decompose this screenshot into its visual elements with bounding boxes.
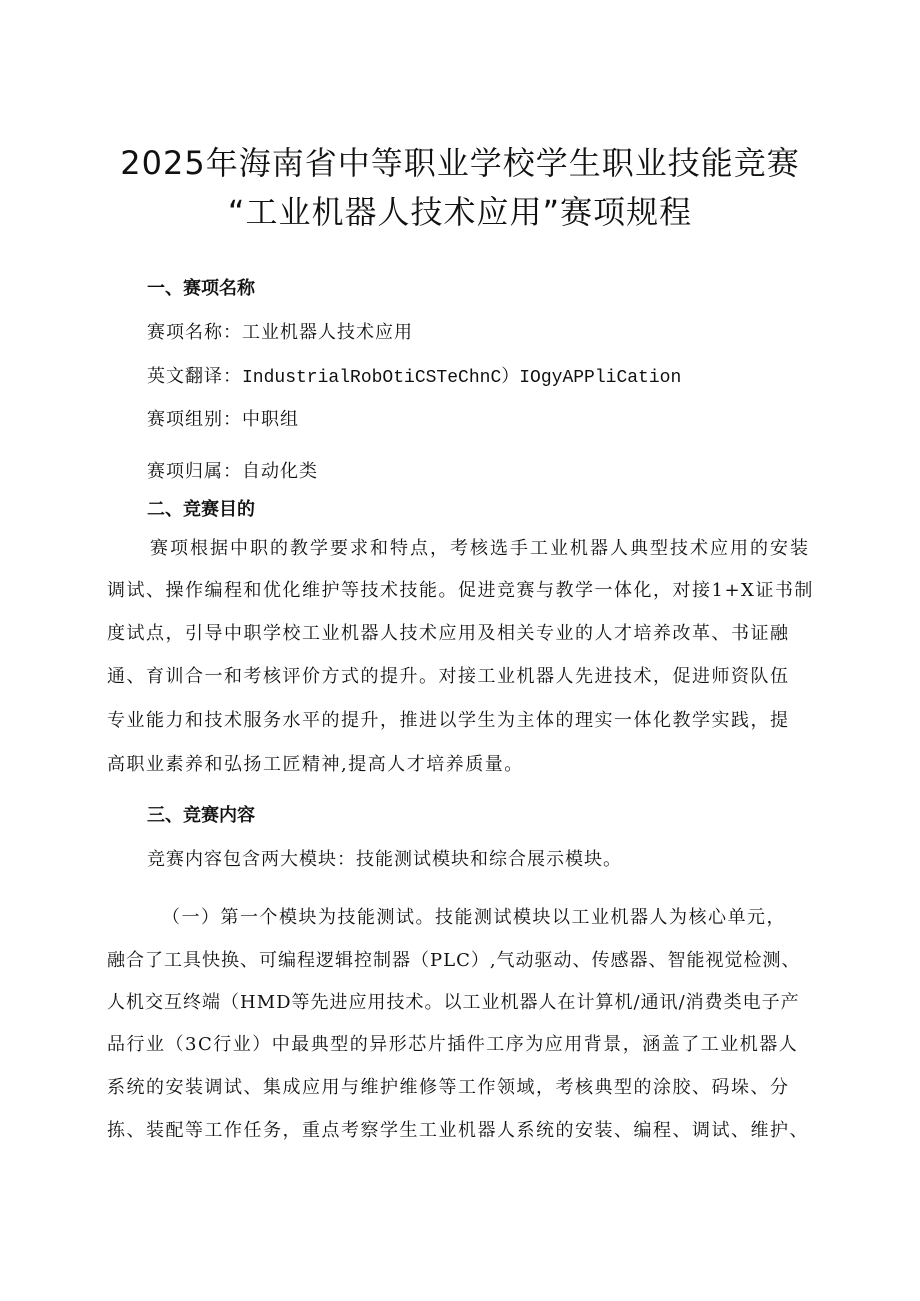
module-line-5: 系统的安装调试、集成应用与维护维修等工作领域，考核典型的涂胶、码垛、分 bbox=[107, 1077, 790, 1098]
module-line-6: 拣、装配等工作任务，重点考察学生工业机器人系统的安装、编程、调试、维护、 bbox=[107, 1120, 809, 1141]
event-group: 赛项组别：中职组 bbox=[147, 409, 299, 430]
event-category: 赛项归属：自动化类 bbox=[147, 461, 318, 482]
section-2-heading: 二、竞赛目的 bbox=[147, 499, 255, 520]
section-3-heading: 三、竞赛内容 bbox=[147, 805, 255, 826]
purpose-line-3: 度试点，引导中职学校工业机器人技术应用及相关专业的人才培养改革、书证融 bbox=[107, 623, 790, 644]
purpose-line-2: 调试、操作编程和优化维护等技术技能。促进竞赛与教学一体化，对接1+X证书制 bbox=[107, 580, 814, 601]
purpose-line-5: 专业能力和技术服务水平的提升，推进以学生为主体的理实一体化教学实践，提 bbox=[107, 710, 790, 731]
event-name: 赛项名称：工业机器人技术应用 bbox=[147, 322, 413, 343]
module-line-1: （一）第一个模块为技能测试。技能测试模块以工业机器人为核心单元， bbox=[162, 907, 786, 928]
module-line-3: 人机交互终端（HMD等先进应用技术。以工业机器人在计算机/通讯/消费类电子产 bbox=[107, 992, 800, 1013]
purpose-line-4: 通、育训合一和考核评价方式的提升。对接工业机器人先进技术，促进师资队伍 bbox=[107, 666, 790, 687]
section-1-heading: 一、赛项名称 bbox=[147, 278, 255, 299]
document-title-line-2: “工业机器人技术应用”赛项规程 bbox=[227, 193, 693, 231]
document-title-line-1: 2025年海南省中等职业学校学生职业技能竞赛 bbox=[120, 144, 800, 182]
module-line-4: 品行业（3C行业）中最典型的异形芯片插件工序为应用背景，涵盖了工业机器人 bbox=[107, 1034, 799, 1055]
english-translation-label: 英文翻译： bbox=[147, 366, 242, 387]
english-translation-value: IndustrialRobOtiCSTeChnC）IOgyAPPliCation bbox=[242, 368, 682, 388]
purpose-line-6: 高职业素养和弘扬工匠精神,提高人才培养质量。 bbox=[107, 754, 524, 775]
english-translation bbox=[147, 362, 681, 388]
module-line-2: 融合了工具快换、可编程逻辑控制器（PLC）,气动驱动、传感器、智能视觉检测、 bbox=[107, 950, 801, 971]
content-intro: 竞赛内容包含两大模块：技能测试模块和综合展示模块。 bbox=[147, 849, 622, 870]
purpose-line-1: 赛项根据中职的教学要求和特点，考核选手工业机器人典型技术应用的安装 bbox=[150, 538, 810, 559]
